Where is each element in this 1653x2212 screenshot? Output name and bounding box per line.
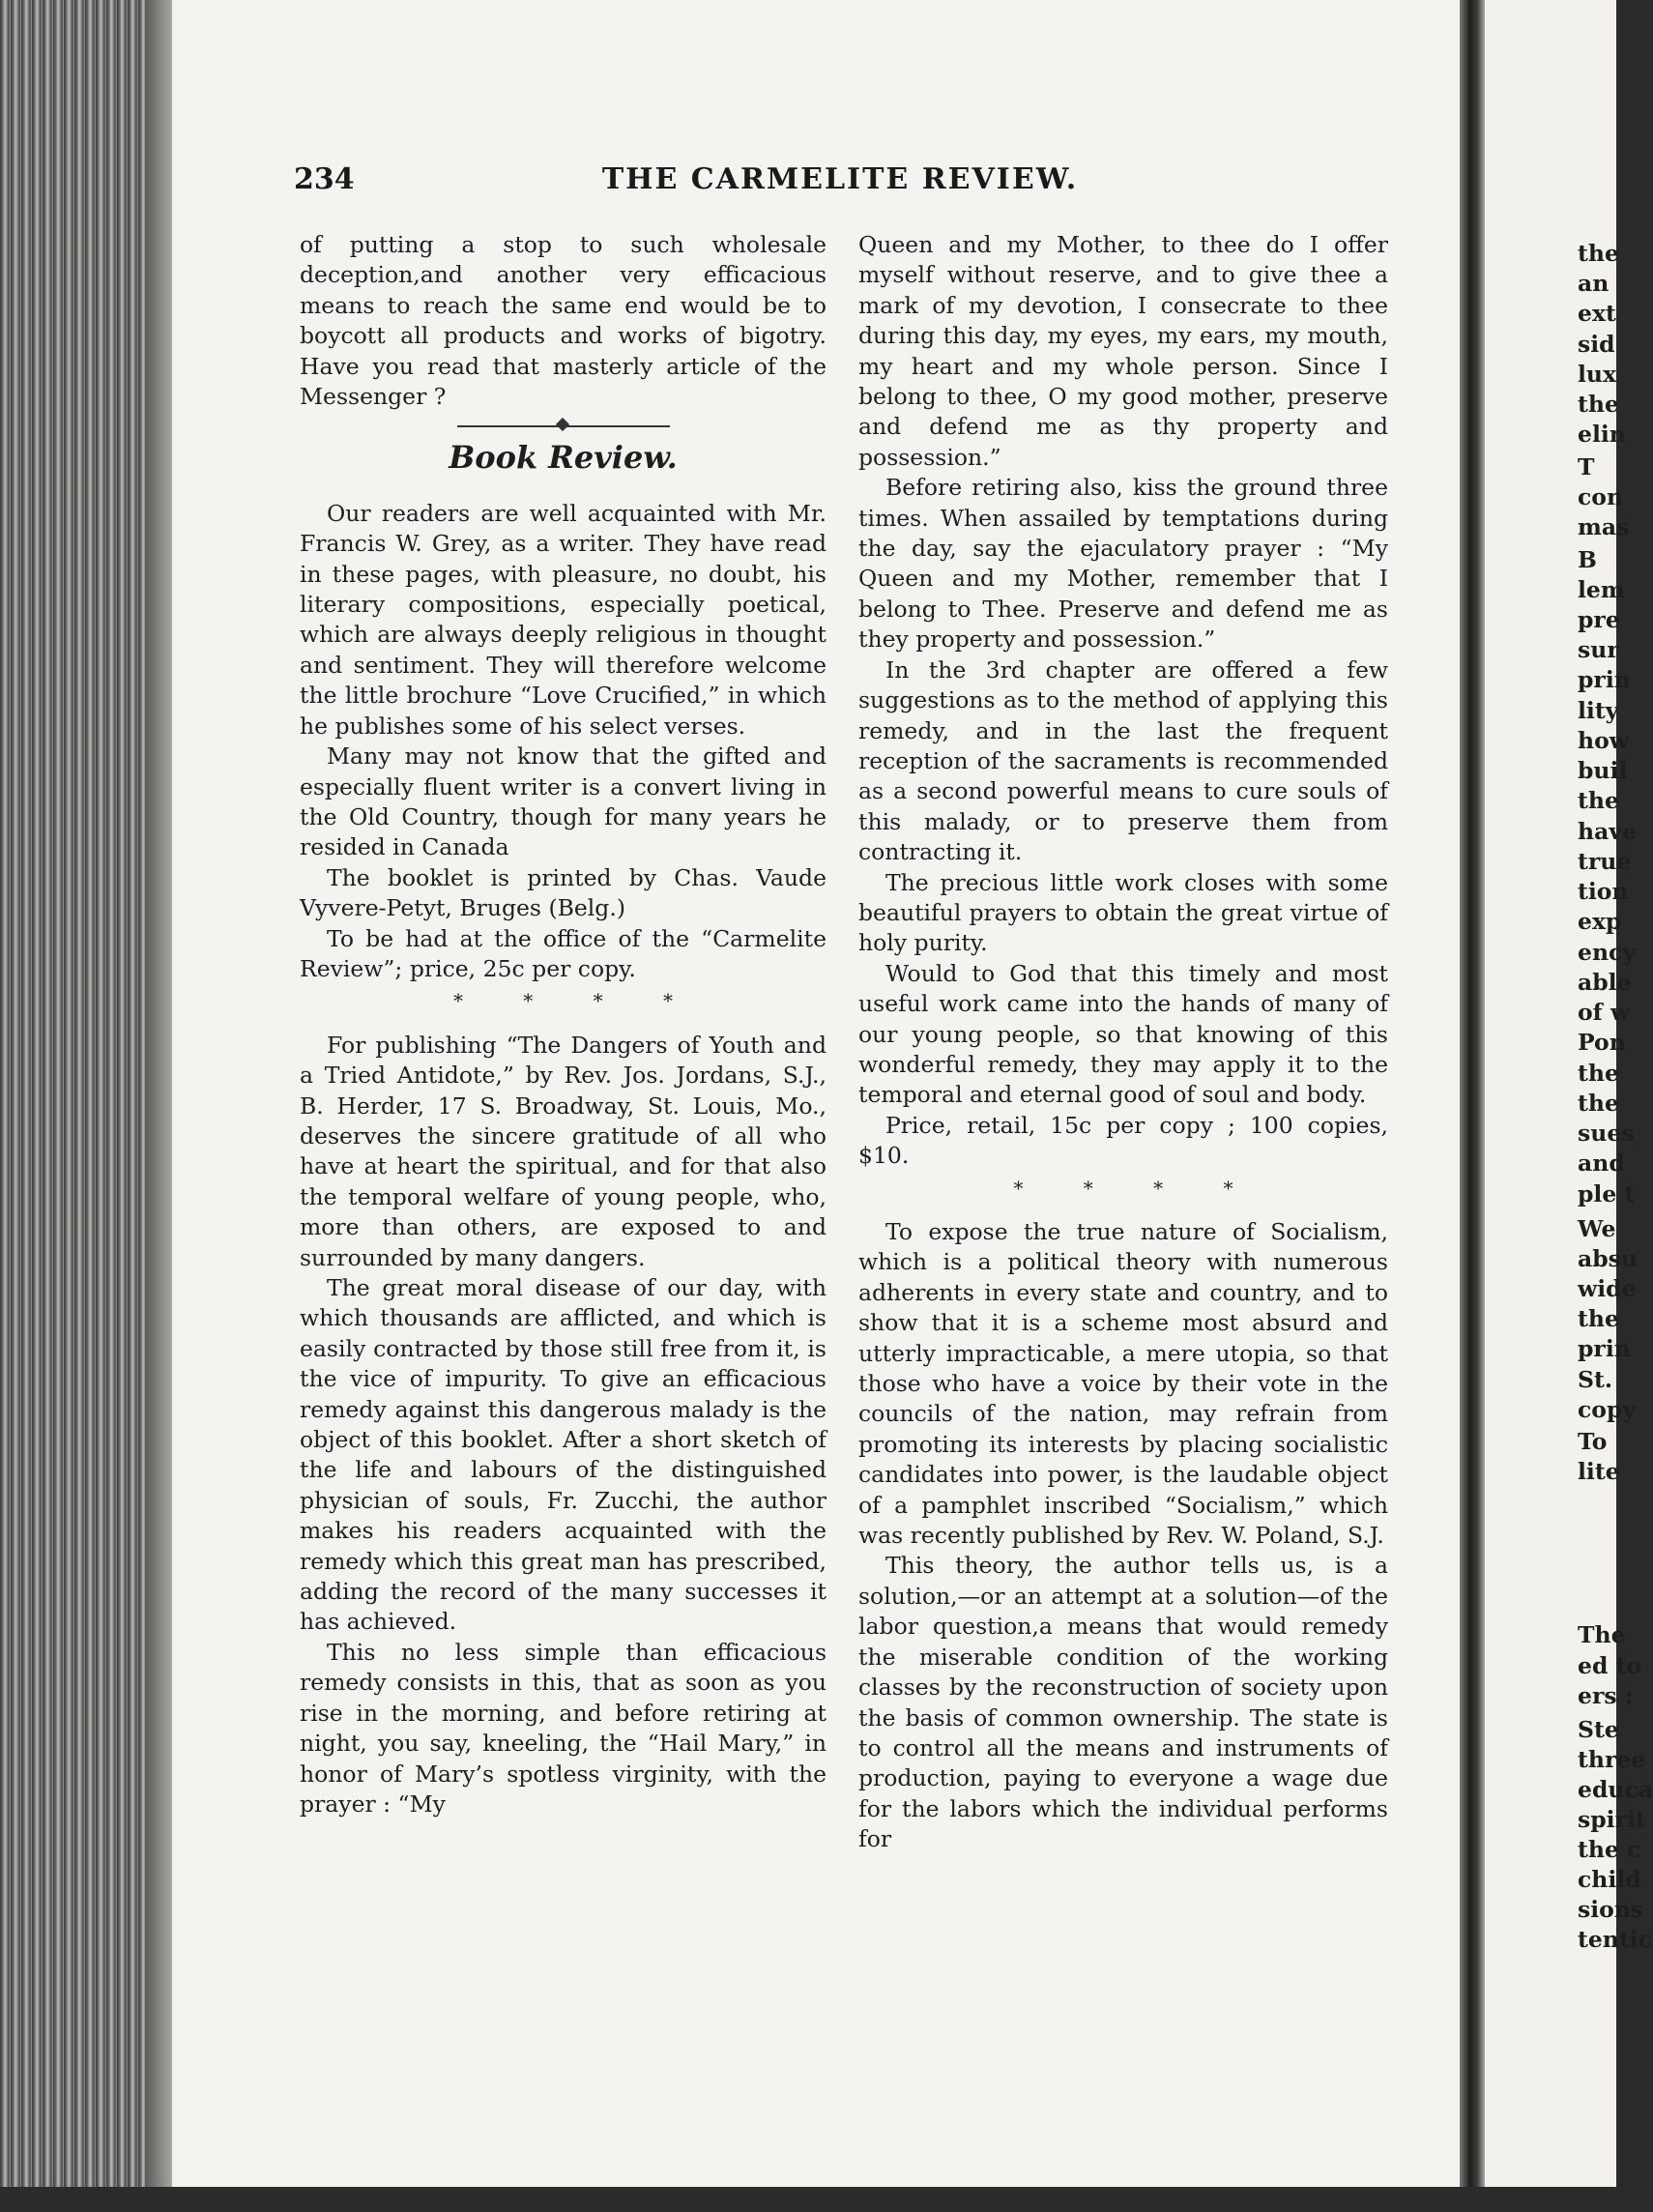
- edge-fragment: buil: [1578, 757, 1628, 784]
- edge-fragment: ed to: [1578, 1652, 1642, 1679]
- paragraph: Price, retail, 15c per copy ; 100 copies, $10.: [858, 1111, 1388, 1170]
- edge-fragment: prin: [1578, 1335, 1631, 1362]
- paragraph: For publishing “The Dangers of Youth and a Tried Antidote,” by Rev. Jos. Jordans, S.J., B. Herder, 17 S. Broadway, St. Louis, Mo., deserves the sincere gratitude of all who have at heart the spiritual, and for that also the temporal welfare of young people, who, more than others, are exposed to and surrounded by many dangers.: [300, 1031, 826, 1271]
- paragraph: The booklet is printed by Chas. Vaude Vyvere-Petyt, Bruges (Belg.): [300, 863, 826, 922]
- edge-fragment: ple t: [1578, 1180, 1636, 1208]
- edge-fragment: an: [1578, 270, 1610, 297]
- edge-fragment: lux: [1578, 361, 1617, 388]
- paragraph: Many may not know that the gifted and especially fluent writer is a convert living in the Old Country, though for many years he resided in Canada: [300, 742, 826, 861]
- book-spine: [0, 0, 164, 2212]
- edge-fragment: pre: [1578, 606, 1620, 633]
- edge-fragment: The: [1578, 1621, 1626, 1648]
- edge-fragment: the: [1578, 1090, 1619, 1117]
- edge-fragment: We: [1578, 1215, 1616, 1242]
- edge-fragment: child: [1578, 1866, 1641, 1893]
- edge-fragment: ext: [1578, 300, 1616, 327]
- running-title: THE CARMELITE REVIEW.: [601, 162, 1079, 196]
- paragraph: To expose the true nature of Socialism, which is a political theory with numerous adherents in every state and country, and to show that it is a scheme most absurd and utterly impracticable, a mere utopia, so that those who have a voice by their vote in the councils of the nation, may refrain from promoting its interests by placing socialistic candidates into power, is the laudable object of a pamphlet inscribed “Socialism,” which was recently published by Rev. W. Poland, S.J.: [858, 1218, 1388, 1550]
- page-gutter: [1460, 0, 1485, 2212]
- edge-fragment: spirit: [1578, 1806, 1646, 1833]
- edge-fragment: and: [1578, 1150, 1625, 1177]
- edge-fragment: ers :: [1578, 1682, 1634, 1709]
- edge-fragment: educa: [1578, 1776, 1653, 1803]
- edge-fragment: sur: [1578, 636, 1619, 663]
- edge-fragment: ency: [1578, 939, 1637, 966]
- edge-fragment: B: [1578, 546, 1597, 573]
- paragraph: In the 3rd chapter are offered a few suggestions as to the method of applying this remedy, and in the last the frequent reception of the sacraments is recommended as a second powerful means to cure souls of this malady, or to preserve them from contracting it.: [858, 655, 1388, 866]
- edge-fragment: absu: [1578, 1245, 1638, 1272]
- edge-fragment: the: [1578, 391, 1619, 418]
- ornamental-rule: [457, 425, 670, 427]
- edge-fragment: the: [1578, 240, 1619, 267]
- section-title: Book Review.: [449, 439, 678, 477]
- right-column: [858, 230, 1388, 1855]
- edge-fragment: sid: [1578, 331, 1615, 358]
- edge-fragment: of w: [1578, 999, 1631, 1026]
- edge-fragment: tentic: [1578, 1926, 1652, 1953]
- edge-fragment: sions: [1578, 1896, 1644, 1923]
- edge-fragment: con: [1578, 483, 1624, 510]
- edge-fragment: copy: [1578, 1396, 1637, 1423]
- edge-fragment: St.: [1578, 1366, 1613, 1393]
- edge-fragment: the: [1578, 1305, 1619, 1332]
- edge-fragment: three: [1578, 1746, 1646, 1773]
- edge-fragment: sues: [1578, 1120, 1635, 1147]
- edge-fragment: the c: [1578, 1836, 1641, 1863]
- section-separator: * * * *: [1013, 1176, 1261, 1200]
- edge-fragment: able: [1578, 969, 1632, 996]
- edge-fragment: have: [1578, 818, 1637, 845]
- paragraph: Our readers are well acquainted with Mr. Francis W. Grey, as a writer. They have read in these pages, with pleasure, no doubt, his literary compositions, especially poetical, which are always deeply religious in thought and sentiment. They will therefore welcome the little brochure “Love Crucified,” in which he publishes some of his select verses.: [300, 499, 826, 740]
- rule-diamond-ornament: [555, 418, 568, 431]
- paragraph: The great moral disease of our day, with which thousands are afflicted, and which is easily contracted by those still free from it, is the vice of impurity. To give an efficacious remedy against this dangerous malady is the object of this booklet. After a short sketch of the life and labours of the distinguished physician of souls, Fr. Zucchi, the author makes his readers acquainted with the remedy which this great man has prescribed, adding the record of the many successes it has achieved.: [300, 1274, 826, 1636]
- edge-fragment: mas: [1578, 513, 1630, 540]
- page-number: 234: [294, 162, 355, 196]
- edge-fragment: lem: [1578, 576, 1625, 603]
- paragraph: The precious little work closes with some beautiful prayers to obtain the great virtue of holy purity.: [858, 868, 1388, 957]
- edge-fragment: lity: [1578, 697, 1619, 724]
- paragraph: Would to God that this timely and most useful work came into the hands of many of our young people, so that knowing of this wonderful remedy, they may apply it to the temporal and eternal good of soul and body.: [858, 959, 1388, 1109]
- paragraph: of putting a stop to such wholesale deception,and another very efficacious means to reach the same end would be to boycott all products and works of bigotry. Have you read that masterly article of the Messenger ?: [300, 231, 826, 411]
- paragraph: Before retiring also, kiss the ground three times. When assailed by temptations during the day, say the ejaculatory prayer : “My Queen and my Mother, remember that I belong to Thee. Preserve and defend me as they property and possession.”: [858, 474, 1388, 654]
- edge-fragment: wide: [1578, 1275, 1637, 1302]
- edge-fragment: To: [1578, 1428, 1608, 1455]
- scan-bottom-border: [0, 2187, 1616, 2212]
- paragraph: To be had at the office of the “Carmelite Review”; price, 25c per copy.: [300, 924, 826, 982]
- running-header: [294, 162, 1386, 211]
- edge-fragment: tion: [1578, 878, 1629, 905]
- edge-fragment: T: [1578, 453, 1595, 480]
- edge-fragment: the: [1578, 787, 1619, 814]
- edge-fragment: how: [1578, 727, 1629, 754]
- paragraph: This no less simple than efficacious remedy consists in this, that as soon as you rise in the morning, and before retiring at night, you say, kneeling, the “Hail Mary,” in honor of Mary’s spotless virginity, with the prayer : “My: [300, 1638, 826, 1818]
- edge-fragment: Pon: [1578, 1029, 1626, 1056]
- paragraph: This theory, the author tells us, is a solution,—or an attempt at a solution—of the labor question,a means that would remedy the miserable condition of the working classes by the reconstruction of society upon the basis of common ownership. The state is to control all the means and instruments of production, paying to everyone a wage due for the labors which the individual performs for: [858, 1552, 1388, 1853]
- edge-fragment: elin: [1578, 421, 1626, 448]
- paragraph: Queen and my Mother, to thee do I offer myself without reserve, and to give thee a mark of my devotion, I consecrate to thee during this day, my eyes, my ears, my mouth, my heart and my whole person. Since I belong to thee, O my good mother, preserve and defend me as thy property and possession.”: [858, 231, 1388, 471]
- edge-fragment: Ste: [1578, 1716, 1619, 1743]
- edge-fragment: prin: [1578, 666, 1631, 693]
- left-column: [300, 230, 826, 1819]
- edge-fragment: lite: [1578, 1458, 1620, 1485]
- edge-fragment: the: [1578, 1060, 1619, 1087]
- section-separator: * * * *: [452, 989, 701, 1013]
- edge-fragment: exp: [1578, 908, 1622, 935]
- edge-fragment: true: [1578, 848, 1632, 875]
